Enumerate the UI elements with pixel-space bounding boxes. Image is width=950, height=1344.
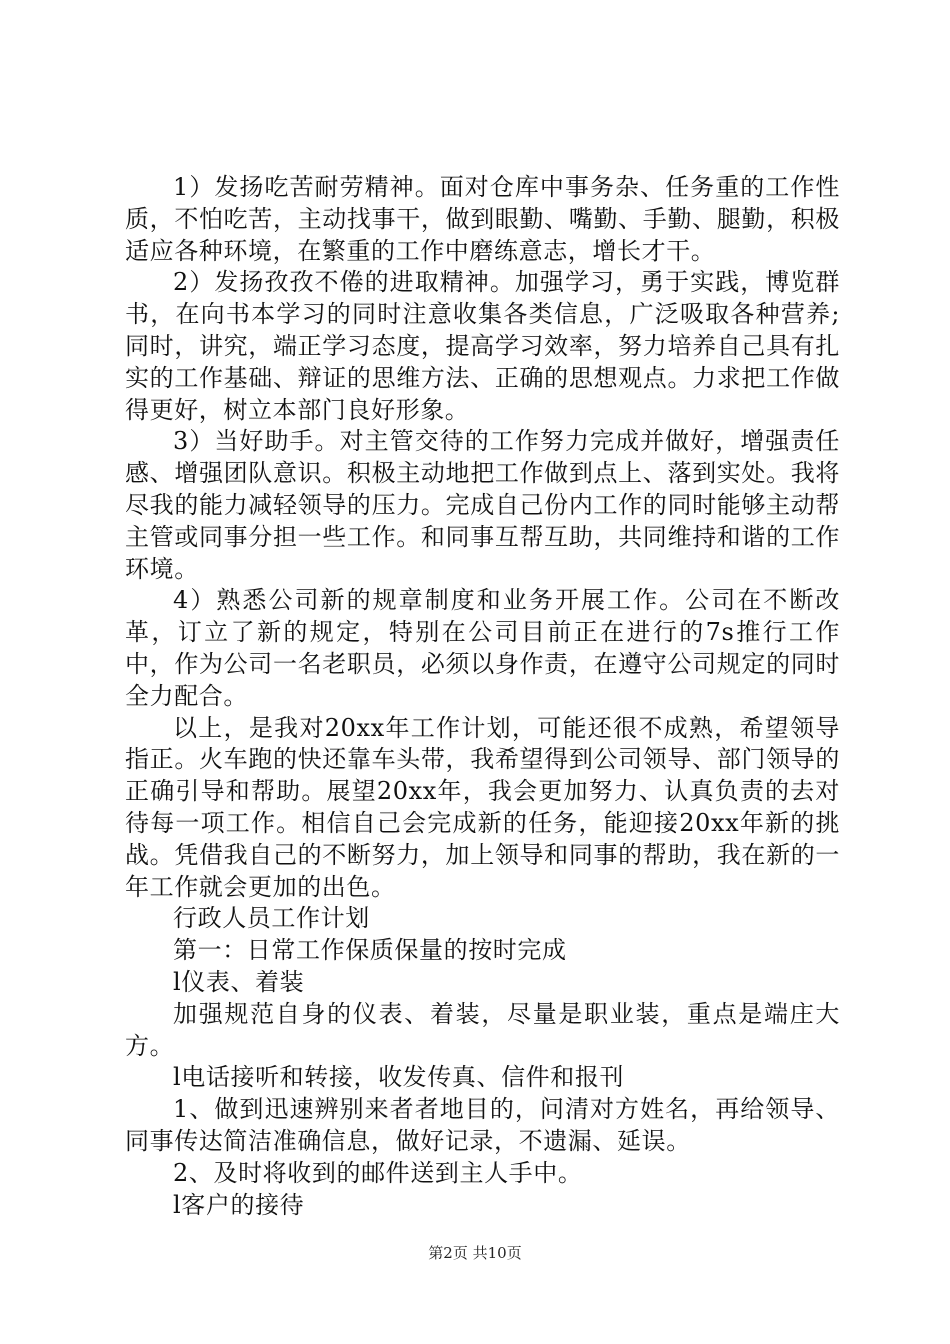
paragraph-point-2: 2）发扬孜孜不倦的进取精神。加强学习，勇于实践，博览群书，在向书本学习的同时注意收集各类信息，广泛吸取各种营养;同时，讲究，端正学习态度，提高学习效率，努力培养自己具有扎实的工作基础、辩证的思维方法、正确的思想观点。力求把工作做得更好，树立本部门良好形象。 bbox=[125, 268, 840, 424]
document-body bbox=[125, 172, 840, 1221]
paragraph-phone-1: 1、做到迅速辨别来者者地目的，问清对方姓名，再给领导、同事传达简洁准确信息，做好记录，不遗漏、延误。 bbox=[125, 1095, 840, 1155]
list-item-phone: l电话接听和转接，收发传真、信件和报刊 bbox=[173, 1063, 625, 1092]
paragraph-point-1: 1）发扬吃苦耐劳精神。面对仓库中事务杂、任务重的工作性质，不怕吃苦，主动找事干，做到眼勤、嘴勤、手勤、腿勤，积极适应各种环境，在繁重的工作中磨练意志，增长才干。 bbox=[125, 173, 840, 265]
paragraph-conclusion: 以上，是我对20xx年工作计划，可能还很不成熟，希望领导指正。火车跑的快还靠车头带，我希望得到公司领导、部门领导的正确引导和帮助。展望20xx年，我会更加努力、认真负责的去对待每一项工作。相信自己会完成新的任务，能迎接20xx年新的挑战。凭借我自己的不断努力，加上领导和同事的帮助，我在新的一年工作就会更加的出色。 bbox=[125, 713, 840, 901]
list-item-appearance: l仪表、着装 bbox=[173, 967, 305, 996]
list-item-reception: l客户的接待 bbox=[173, 1190, 305, 1219]
section-heading-admin-plan: 行政人员工作计划 bbox=[173, 904, 370, 933]
paragraph-point-3: 3）当好助手。对主管交待的工作努力完成并做好，增强责任感、增强团队意识。积极主动地把工作做到点上、落到实处。我将尽我的能力减轻领导的压力。完成自己份内工作的同时能够主动帮主管或同事分担一些工作。和同事互帮互助，共同维持和谐的工作环境。 bbox=[125, 427, 840, 583]
page-footer bbox=[0, 1243, 950, 1263]
section-heading-daily-work: 第一：日常工作保质保量的按时完成 bbox=[173, 936, 567, 965]
page-number: 第2页 共10页 bbox=[428, 1244, 522, 1262]
paragraph-phone-2: 2、及时将收到的邮件送到主人手中。 bbox=[173, 1158, 583, 1187]
paragraph-appearance: 加强规范自身的仪表、着装，尽量是职业装，重点是端庄大方。 bbox=[125, 999, 840, 1060]
paragraph-point-4: 4）熟悉公司新的规章制度和业务开展工作。公司在不断改革，订立了新的规定，特别在公司目前正在进行的7s推行工作中，作为公司一名老职员，必须以身作责，在遵守公司规定的同时全力配合。 bbox=[125, 586, 840, 710]
